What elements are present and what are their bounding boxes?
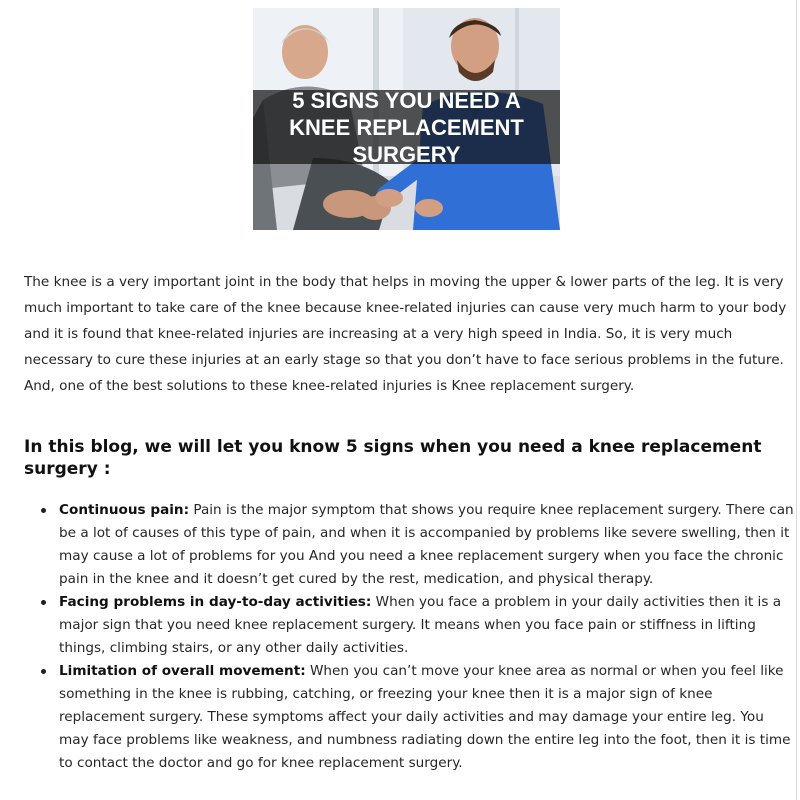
blog-heading: In this blog, we will let you know 5 signs when you need a knee replacement surgery :: [24, 437, 762, 479]
list-item: [59, 660, 794, 775]
sign-title: Continuous pain:: [59, 502, 190, 518]
sign-text: Pain is the major symptom that shows you require knee replacement surgery. There can be a lot of causes of this type of pain, and when it is accompanied by problems like severe swelling, then it may cause a lot of problems for you And you need a knee replacement surgery when you face the chronic pain in the knee and it doesn’t get cured by the rest, medication, and physical therapy.: [59, 502, 794, 587]
list-item: [59, 591, 794, 660]
sign-text: When you can’t move your knee area as normal or when you feel like something in the knee is rubbing, catching, or freezing your knee then it is a major sign of knee replacement surgery. These symptoms affect your daily activities and may damage your entire leg. You may face problems like weakness, and numbness radiating down the entire leg into the foot, then it is time to contact the doctor and go for knee replacement surgery.: [59, 663, 791, 771]
list-item: [59, 499, 794, 591]
hero-image: [253, 8, 560, 230]
sign-title: Facing problems in day-to-day activities:: [59, 594, 372, 610]
hero-banner: [253, 87, 560, 167]
hero-title: 5 SIGNS YOU NEED A KNEE REPLACEMENT SURGERY: [289, 87, 524, 167]
page-divider: [796, 0, 797, 800]
sign-text: When you face a problem in your daily activities then it is a major sign that you need knee replacement surgery. It means when you face pain or stiffness in lifting things, climbing stairs, or any other daily activities.: [59, 594, 782, 656]
signs-list: [24, 499, 794, 775]
intro-paragraph: The knee is a very important joint in the body that helps in moving the upper & lower parts of the leg. It is very much important to take care of the knee because knee-related injuries can cause very much harm to your body and it is found that knee-related injuries are increasing at a very high speed in India. So, it is very much necessary to cure these injuries at an early stage so that you don’t have to face serious problems in the future. And, one of the best solutions to these knee-related injuries is Knee replacement surgery.: [24, 274, 787, 394]
sign-title: Limitation of overall movement:: [59, 663, 306, 679]
